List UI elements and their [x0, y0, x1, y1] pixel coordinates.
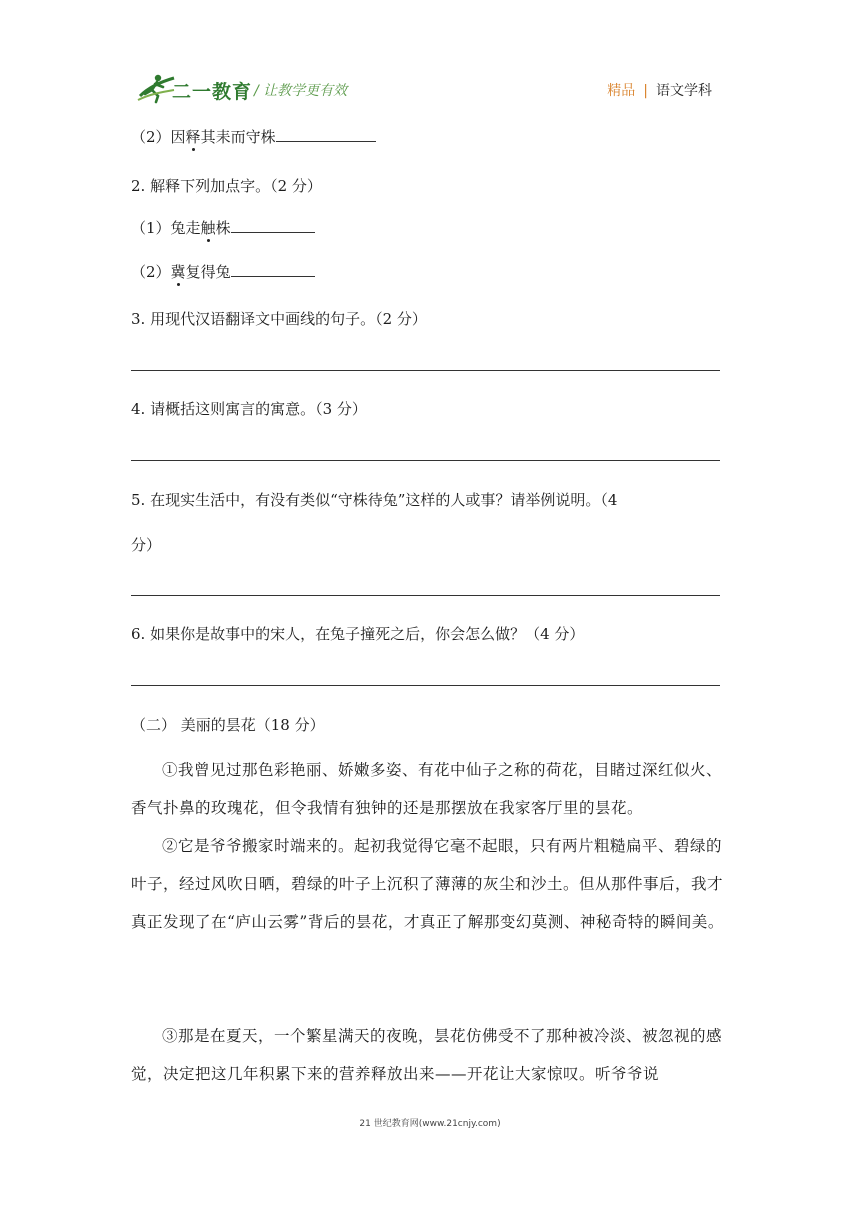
- dotted-char: 触: [200, 219, 216, 237]
- question-2-1: [131, 217, 315, 238]
- answer-blank[interactable]: [276, 127, 376, 142]
- q-text: （2）: [131, 263, 171, 281]
- question-5-title: 5. 在现实生活中，有没有类似“守株待兔”这样的人或事？请举例说明。（4: [131, 491, 618, 509]
- answer-line-q5[interactable]: [131, 595, 720, 596]
- paragraph-3: ③那是在夏天，一个繁星满天的夜晚，昙花仿佛受不了那种被冷淡、被忽视的感觉，决定把这几年积累下来的营养释放出来——开花让大家惊叹。听爷爷说: [131, 1027, 723, 1083]
- question-3-title: 3. 用现代汉语翻译文中画线的句子。（2 分）: [131, 310, 427, 328]
- section-2-title: （二） 美丽的昙花（18 分）: [131, 716, 325, 734]
- q-text: 复得兔: [185, 263, 231, 281]
- answer-line-q6[interactable]: [131, 685, 720, 686]
- question-2-title: 2. 解释下列加点字。（2 分）: [131, 177, 322, 195]
- subject-tag: 精品 | 语文学科: [607, 83, 712, 99]
- question-5-title-cont: 分）: [131, 536, 162, 554]
- subject-label: 语文学科: [656, 83, 712, 99]
- dotted-char: 释: [185, 128, 201, 146]
- quality-label: 精品: [607, 83, 636, 99]
- paragraph-2: ②它是爷爷搬家时端来的。起初我觉得它毫不起眼，只有两片粗糙扁平、碧绿的叶子，经过风吹日晒，碧绿的叶子上沉积了薄薄的灰尘和沙土。但从那件事后，我才真正发现了在“庐山云雾”背后的昙花，才真正了解那变幻莫测、神秘奇特的瞬间美。: [131, 837, 724, 931]
- brand-name: 二一教育: [172, 81, 253, 103]
- paragraph-1: ①我曾见过那色彩艳丽、娇嫩多姿、有花中仙子之称的荷花，目睹过深红似火、香气扑鼻的玫瑰花，但令我情有独钟的还是那摆放在我家客厅里的昙花。: [131, 761, 723, 817]
- dotted-char: 冀: [170, 263, 186, 281]
- question-2-2: [131, 261, 315, 282]
- page-footer: 21 世纪教育网(www.21cnjy.com): [359, 1119, 501, 1129]
- question-4-title: 4. 请概括这则寓言的寓意。（3 分）: [131, 400, 367, 418]
- answer-blank[interactable]: [231, 218, 315, 233]
- answer-line-q4[interactable]: [131, 460, 720, 461]
- answer-line-q3[interactable]: [131, 370, 720, 371]
- brand-slogan: / 让教学更有效: [254, 83, 348, 99]
- question-6-title: 6. 如果你是故事中的宋人，在兔子撞死之后，你会怎么做？（4 分）: [131, 625, 585, 643]
- question-1-2: [131, 126, 376, 147]
- q-text: 其耒而守株: [200, 128, 276, 146]
- q-text: （2）因: [131, 128, 186, 146]
- q-text: 株: [215, 219, 231, 237]
- runner-logo-icon: [136, 72, 176, 104]
- page-header: [136, 72, 726, 104]
- answer-blank[interactable]: [231, 262, 315, 277]
- q-text: （1）兔走: [131, 219, 201, 237]
